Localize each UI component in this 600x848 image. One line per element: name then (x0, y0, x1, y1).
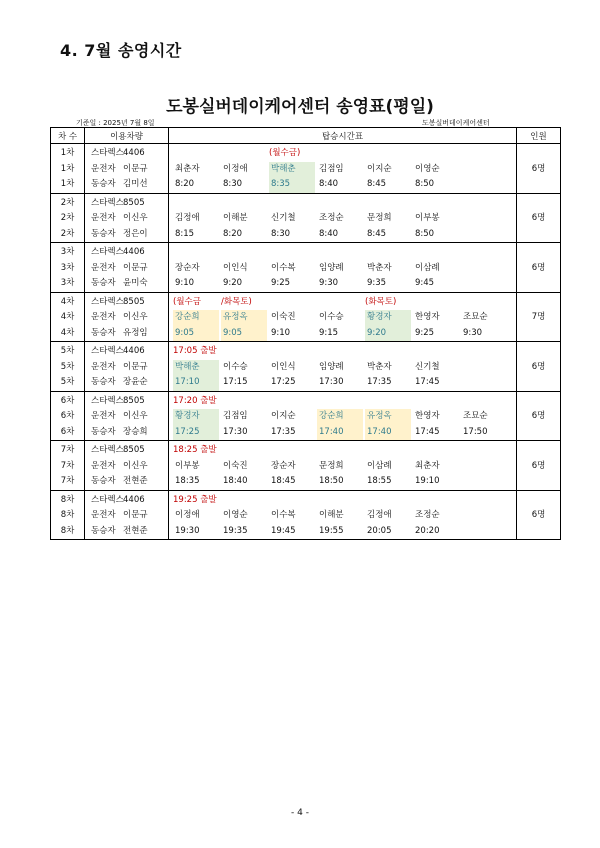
passenger-name: 이숙진 (271, 312, 296, 322)
pickup-time: 8:50 (415, 228, 435, 239)
schedule-note-line (169, 394, 516, 410)
pickup-time: 17:45 (415, 426, 440, 437)
passenger-names-line (169, 360, 516, 376)
vehicle-model-label: 스타렉스 (91, 148, 124, 158)
car-number: 7차 (60, 460, 75, 471)
pickup-time: 18:40 (223, 476, 248, 486)
driver-label: 운전자 (91, 213, 116, 223)
schedule-note-line (169, 443, 516, 459)
page-number: - 4 - (291, 808, 309, 818)
passenger-name: 강순희 (317, 409, 363, 425)
escort-line (85, 425, 168, 441)
vehicle-model-label: 스타렉스 (91, 445, 124, 455)
pickup-time: 9:25 (415, 327, 435, 338)
boarding-time-cell (169, 144, 517, 194)
vehicle-cell (85, 144, 169, 194)
driver-label: 운전자 (91, 411, 116, 421)
passenger-count: 6명 (531, 411, 546, 421)
passenger-count: 6명 (531, 361, 546, 372)
car-number: 2차 (60, 228, 75, 239)
passenger-name: 이정애 (223, 163, 248, 174)
header-count: 인원 (517, 128, 561, 144)
car-number: 1차 (60, 148, 75, 158)
pickup-time: 9:10 (271, 327, 291, 338)
car-number: 3차 (60, 262, 75, 273)
passenger-name: 강순희 (173, 310, 219, 326)
passenger-name: 이지순 (367, 163, 392, 174)
passenger-name: 황경자 (365, 310, 411, 326)
schedule-row (51, 292, 561, 342)
pickup-time: 8:40 (319, 228, 339, 239)
passenger-name: 장순자 (271, 460, 296, 471)
passenger-count-cell (517, 193, 561, 243)
driver-value: 이문규 (123, 262, 148, 273)
pickup-time: 17:35 (271, 426, 296, 437)
passenger-name: 이수복 (271, 510, 296, 520)
passenger-name: 이삼례 (367, 460, 392, 471)
pickup-times-line (169, 227, 516, 243)
schedule-note: 17:05 출발 (173, 346, 217, 356)
passenger-count-cell (517, 490, 561, 540)
vehicle-model-value: 4406 (123, 148, 145, 158)
passenger-name: 문정희 (319, 460, 344, 471)
car-number: 6차 (60, 426, 75, 437)
pickup-time: 19:35 (223, 525, 248, 536)
driver-line (85, 508, 168, 524)
schedule-note-line (169, 295, 516, 311)
driver-value: 이신우 (123, 460, 148, 471)
pickup-time: 19:45 (271, 525, 296, 536)
vehicle-model-value: 4406 (123, 494, 145, 505)
driver-line (85, 310, 168, 326)
driver-label: 운전자 (91, 312, 116, 322)
boarding-time-cell (169, 243, 517, 293)
pickup-times-line (169, 375, 516, 391)
car-number: 4차 (60, 327, 75, 338)
passenger-names-line (169, 409, 516, 425)
header-time: 탑승시간표 (169, 128, 517, 144)
passenger-name: 최춘자 (175, 163, 200, 174)
passenger-name: 장순자 (175, 262, 200, 273)
schedule-note-line (169, 196, 516, 212)
pickup-time: 8:30 (223, 179, 243, 189)
header-car: 차 수 (51, 128, 85, 144)
passenger-name: 이영순 (223, 510, 248, 520)
driver-label: 운전자 (91, 163, 116, 174)
pickup-time: 8:45 (367, 179, 387, 189)
car-number: 5차 (60, 346, 75, 356)
passenger-count-cell (517, 342, 561, 392)
passenger-count-cell (517, 243, 561, 293)
passenger-names-line (169, 162, 516, 178)
vehicle-model-value: 8505 (123, 395, 145, 406)
passenger-name: 임양례 (319, 361, 344, 372)
car-number: 8차 (60, 525, 75, 536)
pickup-time: 17:45 (415, 377, 440, 387)
passenger-count: 6명 (531, 163, 546, 174)
schedule-note: 18:25 출발 (173, 445, 217, 455)
boarding-time-cell (169, 342, 517, 392)
pickup-time: 18:50 (319, 476, 344, 486)
passenger-count-cell (517, 391, 561, 441)
passenger-name: 조정순 (415, 510, 440, 520)
car-number: 1차 (60, 163, 75, 174)
schedule-note-line (169, 344, 516, 360)
vehicle-cell (85, 441, 169, 491)
pickup-times-line (169, 524, 516, 540)
passenger-name: 이지순 (271, 411, 296, 421)
car-cell (51, 243, 85, 293)
escort-label: 동승자 (91, 228, 116, 239)
pickup-time: 8:35 (269, 177, 315, 193)
escort-label: 동승자 (91, 377, 116, 387)
passenger-name: 이인식 (223, 262, 248, 273)
pickup-time: 9:25 (271, 278, 291, 288)
passenger-name: 이정애 (175, 510, 200, 520)
passenger-count-cell (517, 144, 561, 194)
pickup-time: 8:40 (319, 179, 339, 189)
pickup-time: 9:05 (221, 326, 267, 342)
passenger-count: 7명 (531, 312, 546, 322)
passenger-name: 신기철 (271, 213, 296, 223)
vehicle-model-line (85, 443, 168, 459)
escort-line (85, 227, 168, 243)
passenger-name: 조묘순 (463, 312, 488, 322)
schedule-row (51, 193, 561, 243)
passenger-names-line (169, 211, 516, 227)
passenger-names-line (169, 310, 516, 326)
vehicle-model-label: 스타렉스 (91, 247, 124, 257)
pickup-time: 9:20 (223, 278, 243, 288)
driver-line (85, 211, 168, 227)
schedule-note: (화목토) (365, 296, 397, 307)
car-cell (51, 391, 85, 441)
driver-label: 운전자 (91, 460, 116, 471)
passenger-name: 유정옥 (365, 409, 411, 425)
car-number: 6차 (60, 411, 75, 421)
passenger-count: 6명 (531, 460, 546, 471)
escort-line (85, 326, 168, 342)
driver-line (85, 459, 168, 475)
schedule-row (51, 144, 561, 194)
pickup-time: 17:50 (463, 426, 488, 437)
passenger-count: 6명 (531, 213, 546, 223)
document-title: 도봉실버데이케어센터 송영표(평일) (166, 97, 434, 117)
driver-label: 운전자 (91, 510, 116, 520)
passenger-count: 6명 (531, 510, 546, 520)
passenger-name: 김점임 (223, 411, 248, 421)
pickup-time: 9:10 (175, 278, 195, 288)
passenger-name: 박춘자 (367, 262, 392, 273)
schedule-note: (월수금 (173, 296, 201, 307)
vehicle-model-line (85, 245, 168, 261)
passenger-name: 이수승 (319, 312, 344, 322)
passenger-name: 박춘자 (367, 361, 392, 372)
car-cell (51, 144, 85, 194)
passenger-name: 이영순 (415, 163, 440, 174)
pickup-time: 18:55 (367, 476, 392, 486)
vehicle-model-line (85, 295, 168, 311)
pickup-time: 9:45 (415, 278, 435, 288)
vehicle-model-label: 스타렉스 (91, 395, 124, 406)
passenger-name: 이해분 (223, 213, 248, 223)
escort-value: 전현준 (123, 476, 148, 486)
escort-value: 전현준 (123, 525, 148, 536)
vehicle-model-value: 4406 (123, 247, 145, 257)
car-number: 5차 (60, 377, 75, 387)
vehicle-model-value: 4406 (123, 346, 145, 356)
passenger-names-line (169, 508, 516, 524)
car-number: 6차 (60, 395, 75, 406)
pickup-time: 9:05 (173, 326, 219, 342)
passenger-name: 이수복 (271, 262, 296, 273)
vehicle-model-label: 스타렉스 (91, 494, 124, 505)
escort-value: 유정임 (123, 327, 148, 338)
car-number: 1차 (60, 179, 75, 189)
schedule-note: /화목토) (221, 296, 252, 307)
boarding-time-cell (169, 490, 517, 540)
passenger-name: 이숙진 (223, 460, 248, 471)
section-title: 4. 7월 송영시간 (60, 41, 182, 60)
passenger-name: 이삼례 (415, 262, 440, 273)
escort-line (85, 375, 168, 391)
car-number: 2차 (60, 213, 75, 223)
passenger-name: 김정애 (175, 213, 200, 223)
passenger-names-line (169, 261, 516, 277)
escort-value: 김미선 (123, 179, 148, 189)
car-number: 2차 (60, 197, 75, 208)
pickup-time: 20:05 (367, 525, 392, 536)
passenger-name: 이인식 (271, 361, 296, 372)
pickup-time: 17:40 (365, 425, 411, 441)
boarding-time-cell (169, 391, 517, 441)
driver-line (85, 409, 168, 425)
escort-value: 장윤순 (123, 377, 148, 387)
pickup-time: 8:20 (223, 228, 243, 239)
pickup-time: 19:10 (415, 476, 440, 486)
reference-date: 기준일 : 2025년 7월 8일 (76, 119, 155, 127)
escort-label: 동승자 (91, 278, 116, 288)
vehicle-model-value: 8505 (123, 445, 145, 455)
pickup-time: 18:45 (271, 476, 296, 486)
schedule-row (51, 243, 561, 293)
car-number: 4차 (60, 296, 75, 307)
vehicle-cell (85, 490, 169, 540)
vehicle-cell (85, 292, 169, 342)
passenger-names-line (169, 459, 516, 475)
driver-value: 이문규 (123, 163, 148, 174)
shuttle-schedule-table (50, 127, 561, 540)
car-cell (51, 490, 85, 540)
passenger-name: 황경자 (173, 409, 219, 425)
vehicle-model-label: 스타렉스 (91, 197, 124, 208)
passenger-name: 이해분 (319, 510, 344, 520)
driver-line (85, 162, 168, 178)
escort-label: 동승자 (91, 426, 116, 437)
pickup-time: 9:20 (365, 326, 411, 342)
schedule-row (51, 342, 561, 392)
passenger-name: 이수승 (223, 361, 248, 372)
car-number: 8차 (60, 510, 75, 520)
pickup-time: 9:15 (319, 327, 339, 338)
driver-line (85, 261, 168, 277)
table-body (51, 144, 561, 540)
driver-value: 이문규 (123, 361, 148, 372)
pickup-time: 9:30 (319, 278, 339, 288)
boarding-time-cell (169, 441, 517, 491)
vehicle-cell (85, 193, 169, 243)
vehicle-cell (85, 342, 169, 392)
pickup-time: 19:30 (175, 525, 200, 536)
schedule-row (51, 441, 561, 491)
car-cell (51, 193, 85, 243)
pickup-time: 17:15 (223, 377, 248, 387)
schedule-row (51, 490, 561, 540)
center-name: 도봉실버데이케어센터 (422, 119, 490, 127)
escort-value: 장승희 (123, 426, 148, 437)
table-header-row (51, 128, 561, 144)
car-cell (51, 342, 85, 392)
escort-line (85, 474, 168, 490)
pickup-time: 17:35 (367, 377, 392, 387)
vehicle-model-line (85, 196, 168, 212)
vehicle-cell (85, 243, 169, 293)
header-vehicle: 이용차량 (85, 128, 169, 144)
escort-label: 동승자 (91, 525, 116, 536)
vehicle-cell (85, 391, 169, 441)
driver-value: 이문규 (123, 510, 148, 520)
vehicle-model-value: 8505 (123, 296, 145, 307)
passenger-count: 6명 (531, 262, 546, 273)
car-number: 8차 (60, 494, 75, 505)
schedule-row (51, 391, 561, 441)
escort-value: 윤미숙 (123, 278, 148, 288)
vehicle-model-line (85, 394, 168, 410)
schedule-note-line (169, 493, 516, 509)
pickup-time: 17:25 (271, 377, 296, 387)
escort-value: 정은이 (123, 228, 148, 239)
pickup-times-line (169, 276, 516, 292)
driver-label: 운전자 (91, 262, 116, 273)
passenger-name: 유정옥 (221, 310, 267, 326)
passenger-name: 김정애 (367, 510, 392, 520)
passenger-name: 문정희 (367, 213, 392, 223)
pickup-time: 8:15 (175, 228, 195, 239)
boarding-time-cell (169, 193, 517, 243)
passenger-name: 박해춘 (269, 162, 315, 178)
pickup-time: 17:25 (173, 425, 219, 441)
passenger-name: 한영자 (415, 312, 440, 322)
pickup-times-line (169, 177, 516, 193)
pickup-times-line (169, 474, 516, 490)
escort-line (85, 177, 168, 193)
escort-label: 동승자 (91, 327, 116, 338)
car-number: 3차 (60, 278, 75, 288)
pickup-time: 17:40 (317, 425, 363, 441)
passenger-name: 이부봉 (175, 460, 200, 471)
pickup-time: 9:35 (367, 278, 387, 288)
car-cell (51, 292, 85, 342)
passenger-name: 조묘순 (463, 411, 488, 421)
car-number: 4차 (60, 312, 75, 322)
pickup-time: 8:45 (367, 228, 387, 239)
pickup-time: 8:20 (175, 179, 195, 189)
pickup-time: 8:30 (271, 228, 291, 239)
pickup-time: 8:50 (415, 179, 435, 189)
schedule-note: 19:25 출발 (173, 494, 217, 505)
pickup-times-line (169, 425, 516, 441)
pickup-time: 19:55 (319, 525, 344, 536)
vehicle-model-label: 스타렉스 (91, 346, 124, 356)
pickup-time: 17:30 (319, 377, 344, 387)
vehicle-model-label: 스타렉스 (91, 296, 124, 307)
pickup-time: 17:30 (223, 426, 248, 437)
vehicle-model-line (85, 493, 168, 509)
vehicle-model-value: 8505 (123, 197, 145, 208)
vehicle-model-line (85, 344, 168, 360)
pickup-time: 18:35 (175, 476, 200, 486)
passenger-name: 최춘자 (415, 460, 440, 471)
passenger-name: 박해춘 (173, 360, 219, 376)
pickup-time: 17:10 (173, 375, 219, 391)
boarding-time-cell (169, 292, 517, 342)
driver-value: 이신우 (123, 213, 148, 223)
driver-label: 운전자 (91, 361, 116, 372)
car-number: 5차 (60, 361, 75, 372)
car-cell (51, 441, 85, 491)
escort-label: 동승자 (91, 476, 116, 486)
car-number: 7차 (60, 445, 75, 455)
vehicle-model-line (85, 146, 168, 162)
schedule-note: (월수금) (269, 148, 301, 158)
driver-value: 이신우 (123, 312, 148, 322)
pickup-time: 9:30 (463, 327, 483, 338)
passenger-name: 김점임 (319, 163, 344, 174)
escort-line (85, 276, 168, 292)
passenger-name: 한영자 (415, 411, 440, 421)
passenger-name: 임양례 (319, 262, 344, 273)
passenger-count-cell (517, 292, 561, 342)
pickup-time: 20:20 (415, 525, 440, 536)
passenger-name: 이부봉 (415, 213, 440, 223)
escort-line (85, 524, 168, 540)
car-number: 3차 (60, 247, 75, 257)
pickup-times-line (169, 326, 516, 342)
driver-line (85, 360, 168, 376)
escort-label: 동승자 (91, 179, 116, 189)
schedule-note-line (169, 245, 516, 261)
car-number: 7차 (60, 476, 75, 486)
passenger-count-cell (517, 441, 561, 491)
driver-value: 이신우 (123, 411, 148, 421)
passenger-name: 조정순 (319, 213, 344, 223)
passenger-name: 신기철 (415, 361, 440, 372)
schedule-note-line (169, 146, 516, 162)
schedule-note: 17:20 출발 (173, 395, 217, 406)
